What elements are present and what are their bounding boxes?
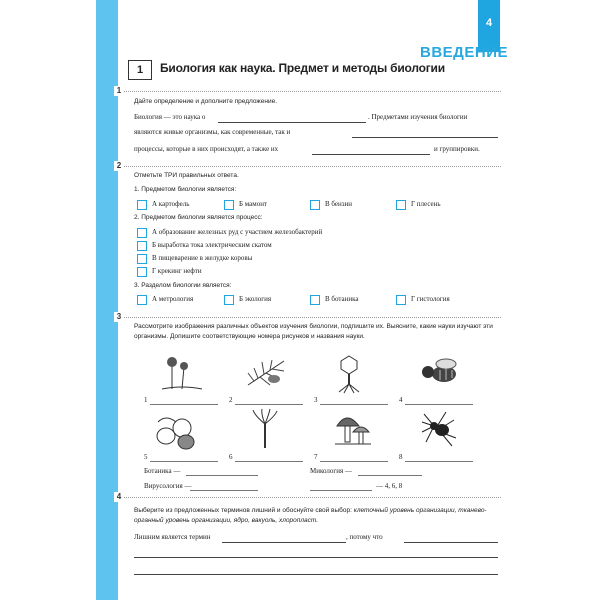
checkbox[interactable] xyxy=(396,200,406,210)
checkbox[interactable] xyxy=(137,241,147,251)
image-label: 3 xyxy=(314,396,318,404)
last-science-numbers: — 4, 6, 8 xyxy=(376,482,403,490)
hydra-icon xyxy=(248,408,282,450)
answer-line[interactable] xyxy=(310,490,372,491)
option: А метрология xyxy=(152,295,194,303)
answer-line[interactable] xyxy=(222,542,346,543)
section-divider xyxy=(116,497,501,499)
section-divider xyxy=(116,91,501,93)
image-label: 4 xyxy=(399,396,403,404)
image-label: 5 xyxy=(144,453,148,461)
option: Б выработка тока электрическим скатом xyxy=(152,241,272,249)
section-number: 4 xyxy=(114,492,124,502)
task4-instruction: Выберите из предложенных терминов лишний и обоснуйте свой выбор: клеточный уровень организации, тканево-органный уровень организации, ядро, вакуоль, хлоропласт. xyxy=(134,507,487,524)
task1-instruction: Дайте определение и дополните предложение. xyxy=(134,98,278,105)
answer-line[interactable] xyxy=(405,461,473,462)
q3-label: 3. Разделом биологии является: xyxy=(134,282,232,289)
answer-line[interactable] xyxy=(358,475,422,476)
checkbox[interactable] xyxy=(224,200,234,210)
answer-line[interactable] xyxy=(186,475,258,476)
image-label: 6 xyxy=(229,453,233,461)
checkbox[interactable] xyxy=(137,267,147,277)
answer-line[interactable] xyxy=(134,557,498,558)
answer-line[interactable] xyxy=(150,404,218,405)
task4-answer-start: Лишним является термин xyxy=(134,533,211,541)
option: В ботаника xyxy=(325,295,359,303)
answer-line[interactable] xyxy=(320,404,388,405)
option: А образование железных руд с участием железобактерий xyxy=(152,228,323,236)
answer-line[interactable] xyxy=(134,574,498,575)
task1-line1-end: . Предметами изучения биологии xyxy=(368,113,468,121)
section-divider xyxy=(116,166,501,168)
task1-line3-end: и группировки. xyxy=(434,145,480,153)
task4-answer-mid: , потому что xyxy=(346,533,383,541)
option: А картофель xyxy=(152,200,190,208)
checkbox[interactable] xyxy=(137,228,147,238)
tree-branch-icon xyxy=(244,355,290,391)
task2-instruction: Отметьте ТРИ правильных ответа. xyxy=(134,172,239,179)
mold-fungus-icon xyxy=(160,355,204,393)
section-divider xyxy=(116,317,501,319)
answer-line[interactable] xyxy=(218,122,366,123)
virology-label: Вирусология — xyxy=(144,482,192,490)
option: Г плесень xyxy=(411,200,441,208)
answer-line[interactable] xyxy=(352,137,498,138)
page-number: 4 xyxy=(478,0,500,52)
section-number: 2 xyxy=(114,161,124,171)
hazelnuts-icon xyxy=(152,410,200,450)
task1-line3: процессы, которые в них происходят, а также их xyxy=(134,145,279,153)
task4-terms: клеточный уровень организации, тканево-органный уровень организации, ядро, вакуоль, хлоропласт. xyxy=(134,507,487,524)
option: Г гистология xyxy=(411,295,450,303)
answer-line[interactable] xyxy=(235,404,303,405)
option: Г крекинг нефти xyxy=(152,267,202,275)
spider-icon xyxy=(420,410,460,446)
checkbox[interactable] xyxy=(137,254,147,264)
image-label: 8 xyxy=(399,453,403,461)
image-label: 1 xyxy=(144,396,148,404)
option: В бензин xyxy=(325,200,352,208)
answer-line[interactable] xyxy=(235,461,303,462)
answer-line[interactable] xyxy=(190,490,258,491)
bee-icon xyxy=(418,356,462,388)
chapter-title: ВВЕДЕНИЕ xyxy=(420,44,508,61)
section-number: 1 xyxy=(114,86,124,96)
checkbox[interactable] xyxy=(137,295,147,305)
topic-title: Биология как наука. Предмет и методы биологии xyxy=(160,61,445,75)
checkbox[interactable] xyxy=(137,200,147,210)
checkbox[interactable] xyxy=(310,295,320,305)
section-number: 3 xyxy=(114,312,124,322)
image-label: 2 xyxy=(229,396,233,404)
answer-line[interactable] xyxy=(405,404,473,405)
option: Б экология xyxy=(239,295,272,303)
topic-number: 1 xyxy=(128,60,152,80)
image-label: 7 xyxy=(314,453,318,461)
option: В пищеварение в желудке коровы xyxy=(152,254,253,262)
q1-label: 1. Предметом биологии является: xyxy=(134,186,237,193)
checkbox[interactable] xyxy=(224,295,234,305)
mushrooms-icon xyxy=(333,410,373,448)
task1-line2: являются живые организмы, как современные, так и xyxy=(134,128,291,136)
bacteriophage-icon xyxy=(332,354,366,394)
q2-label: 2. Предметом биологии является процесс: xyxy=(134,214,263,221)
checkbox[interactable] xyxy=(310,200,320,210)
answer-line[interactable] xyxy=(312,154,430,155)
option: Б мамонт xyxy=(239,200,267,208)
answer-line[interactable] xyxy=(150,461,218,462)
checkbox[interactable] xyxy=(396,295,406,305)
mycology-label: Микология — xyxy=(310,467,353,475)
answer-line[interactable] xyxy=(404,542,498,543)
answer-line[interactable] xyxy=(320,461,388,462)
task3-instruction: Рассмотрите изображения различных объектов изучения биологии, подпишите их. Выясните, какие науки изучают эти организмы. Допишите соответствующие номера рисунков и названия науки. xyxy=(134,323,493,340)
botany-label: Ботаника — xyxy=(144,467,181,475)
task1-line1: Биология — это наука о xyxy=(134,113,206,121)
